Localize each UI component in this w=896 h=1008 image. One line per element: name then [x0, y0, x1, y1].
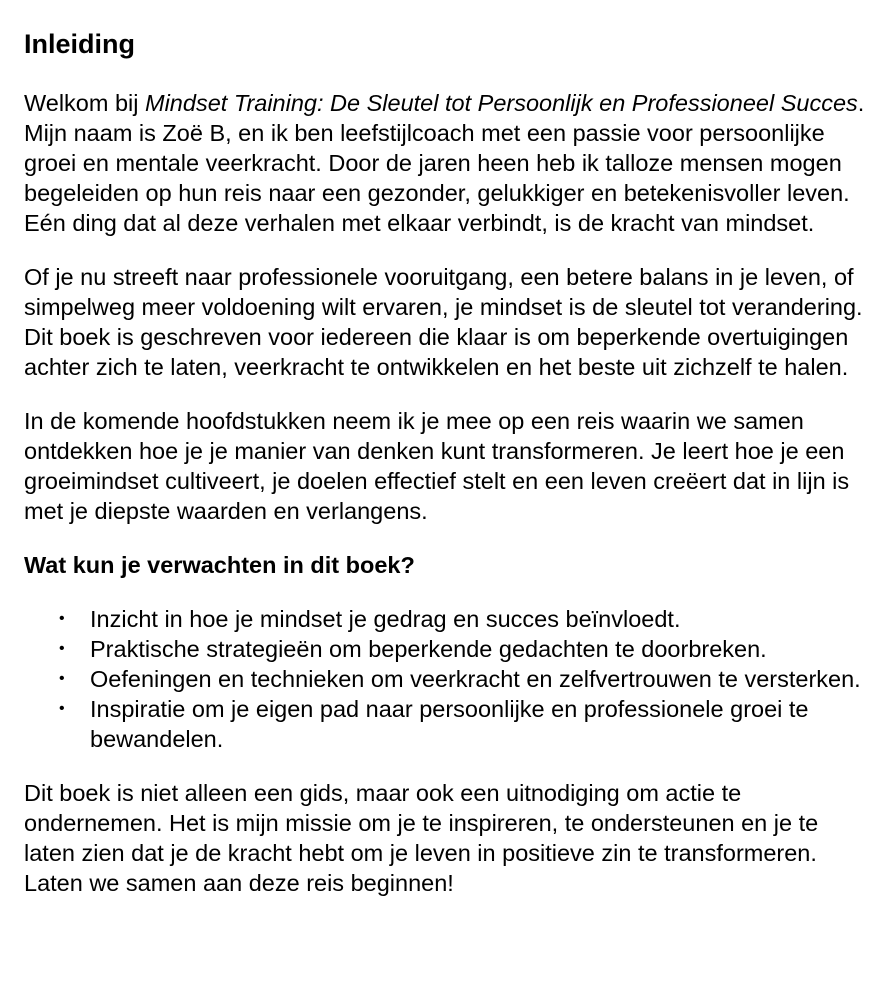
- list-item: [59, 634, 872, 664]
- chapter-heading: Inleiding: [24, 29, 135, 59]
- body-paragraph-3: In de komende hoofdstukken neem ik je mee op een reis waarin we samen ontdekken hoe je je manier van denken kunt transformeren. Je leert hoe je een groeimindset cultiveert, je doelen effectief stelt en een leven creëert dat in lijn is met je diepste waarden en verlangens.: [24, 408, 850, 524]
- expectations-list: [24, 604, 872, 754]
- intro-welcome-suffix: . Mijn naam is Zoë B, en ik ben leefstijlcoach met een passie voor persoonlijke groei en mentale veerkracht. Door de jaren heen heb ik talloze mensen mogen begeleiden op hun reis naar een gezonder, gelukkiger en betekenisvoller leven. Eén ding dat al deze verhalen met elkaar verbindt, is de kracht van mindset.: [24, 90, 865, 236]
- bullet-icon: •: [59, 700, 65, 717]
- intro-paragraph: [24, 88, 872, 238]
- intro-welcome-prefix: Welkom bij: [24, 90, 146, 116]
- bullet-icon: •: [59, 640, 65, 657]
- body-paragraph-2: Of je nu streeft naar professionele vooruitgang, een betere balans in je leven, of simpelweg meer voldoening wilt ervaren, je mindset is de sleutel tot verandering. Dit boek is geschreven voor iedereen die klaar is om beperkende overtuigingen achter zich te laten, veerkracht te ontwikkelen en het beste uit zichzelf te halen.: [24, 264, 863, 380]
- list-item: [59, 604, 872, 634]
- list-item-text: Praktische strategieën om beperkende gedachten te doorbreken.: [90, 636, 767, 662]
- list-item: [59, 694, 872, 754]
- book-title: Mindset Training: De Sleutel tot Persoonlijk en Professioneel Succes: [145, 90, 858, 116]
- list-item-text: Inzicht in hoe je mindset je gedrag en succes beïnvloedt.: [90, 606, 681, 632]
- list-item-text: Inspiratie om je eigen pad naar persoonlijke en professionele groei te bewandelen.: [90, 696, 809, 752]
- list-item-text: Oefeningen en technieken om veerkracht en zelfvertrouwen te versterken.: [90, 666, 861, 692]
- bullet-icon: •: [59, 610, 65, 627]
- bullet-icon: •: [59, 670, 65, 687]
- closing-paragraph: Dit boek is niet alleen een gids, maar ook een uitnodiging om actie te ondernemen. Het is mijn missie om je te inspireren, te ondersteunen en je te laten zien dat je de kracht hebt om je leven in positieve zin te transformeren. Laten we samen aan deze reis beginnen!: [24, 780, 819, 896]
- list-item: [59, 664, 872, 694]
- expectations-subheading: Wat kun je verwachten in dit boek?: [24, 552, 415, 578]
